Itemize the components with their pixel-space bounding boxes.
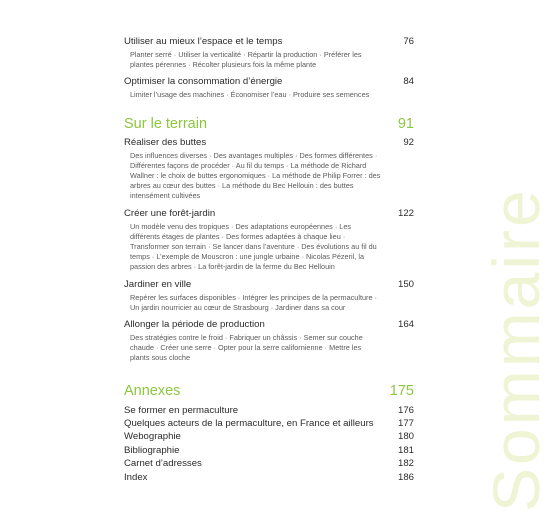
entry-description: Planter serré · Utiliser la verticalité · Répartir la production · Préférer les plantes pérennes · Récolter plusieurs fois la même plante bbox=[130, 50, 362, 70]
annex-page-number: 180 bbox=[397, 431, 414, 443]
entry-page-number: 164 bbox=[397, 319, 414, 331]
annex-page-number: 186 bbox=[397, 471, 414, 483]
annex-title: Bibliographie bbox=[124, 444, 180, 456]
entry-page-number: 84 bbox=[403, 76, 414, 88]
toc-entry[interactable] bbox=[124, 137, 414, 202]
entry-title: Optimiser la consommation d’énergie bbox=[124, 76, 283, 88]
annex-item[interactable] bbox=[124, 430, 414, 443]
toc-entry[interactable] bbox=[124, 279, 414, 313]
annex-item[interactable] bbox=[124, 417, 414, 430]
annex-title: Carnet d’adresses bbox=[124, 458, 202, 470]
table-of-contents bbox=[124, 36, 414, 484]
entry-title: Créer une forêt-jardin bbox=[124, 207, 216, 219]
entry-page-number: 150 bbox=[397, 278, 414, 290]
entry-title: Utiliser au mieux l’espace et le temps bbox=[124, 36, 283, 47]
entry-description: Limiter l’usage des machines · Économiser l’eau · Produire ses semences bbox=[130, 90, 370, 100]
annex-title: Quelques acteurs de la permaculture, en France et ailleurs bbox=[124, 418, 374, 430]
section-page-number: 91 bbox=[397, 115, 414, 132]
annex-item[interactable] bbox=[124, 471, 414, 484]
annex-title: Se former en permaculture bbox=[124, 404, 239, 416]
section-heading-annexes[interactable] bbox=[124, 382, 414, 400]
annex-item[interactable] bbox=[124, 444, 414, 457]
entry-description: Des stratégies contre le froid · Fabriquer un châssis · Semer sur couche chaude · Créer une serre · Opter pour la serre californienne · Mettre les plants sous cloche bbox=[130, 333, 363, 363]
entry-page-number: 76 bbox=[403, 36, 414, 47]
section-heading-terrain[interactable] bbox=[124, 115, 414, 133]
entry-title: Jardiner en ville bbox=[124, 278, 192, 290]
annex-page-number: 181 bbox=[397, 444, 414, 456]
entry-description: Un modèle venu des tropiques · Des adaptations européennes · Les différents étages de plantes · Des formes adaptées à chaque lieu · Transformer son terrain · Se lancer dans l’aventure · Des évolutions au fil du temps · L’exemple de Mouscron : une jungle urbaine · Nicolas Pézeril, la passion des arbres · La forêt-jardin de la ferme du Bec Hellouin bbox=[130, 221, 377, 272]
annexes-list bbox=[124, 404, 414, 484]
annex-title: Index bbox=[124, 471, 148, 483]
annex-title: Webographie bbox=[124, 431, 181, 443]
annex-item[interactable] bbox=[124, 404, 414, 417]
entry-title: Allonger la période de production bbox=[124, 319, 265, 331]
toc-entry[interactable] bbox=[124, 319, 414, 364]
section-page-number: 175 bbox=[389, 382, 414, 399]
section-title: Sur le terrain bbox=[124, 115, 208, 132]
entry-description: Des influences diverses · Des avantages multiples · Des formes différentes · Différentes façons de procéder · Au fil du temps · La méthode de Richard Wallner : le choix de buttes ergonomiques · La méthode de Philip Forrer : des arbres au cœur des buttes · La méthode du Bec Hellouin : des buttes intensément cultivées bbox=[130, 150, 381, 201]
sommaire-watermark: Sommaire bbox=[479, 187, 553, 512]
toc-entry[interactable] bbox=[124, 76, 414, 100]
toc-entry[interactable] bbox=[124, 36, 414, 70]
annex-page-number: 182 bbox=[397, 458, 414, 470]
section-title: Annexes bbox=[124, 382, 181, 399]
entry-title: Réaliser des buttes bbox=[124, 136, 207, 148]
annex-item[interactable] bbox=[124, 457, 414, 470]
entry-page-number: 122 bbox=[397, 207, 414, 219]
entry-description: Repérer les surfaces disponibles · Intégrer les principes de la permaculture · Un jardin nourricier au cœur de Strasbourg · Jardiner dans sa cour bbox=[130, 292, 377, 312]
annex-page-number: 177 bbox=[397, 418, 414, 430]
entry-page-number: 92 bbox=[403, 136, 414, 148]
annex-page-number: 176 bbox=[397, 404, 414, 416]
toc-entry[interactable] bbox=[124, 208, 414, 273]
